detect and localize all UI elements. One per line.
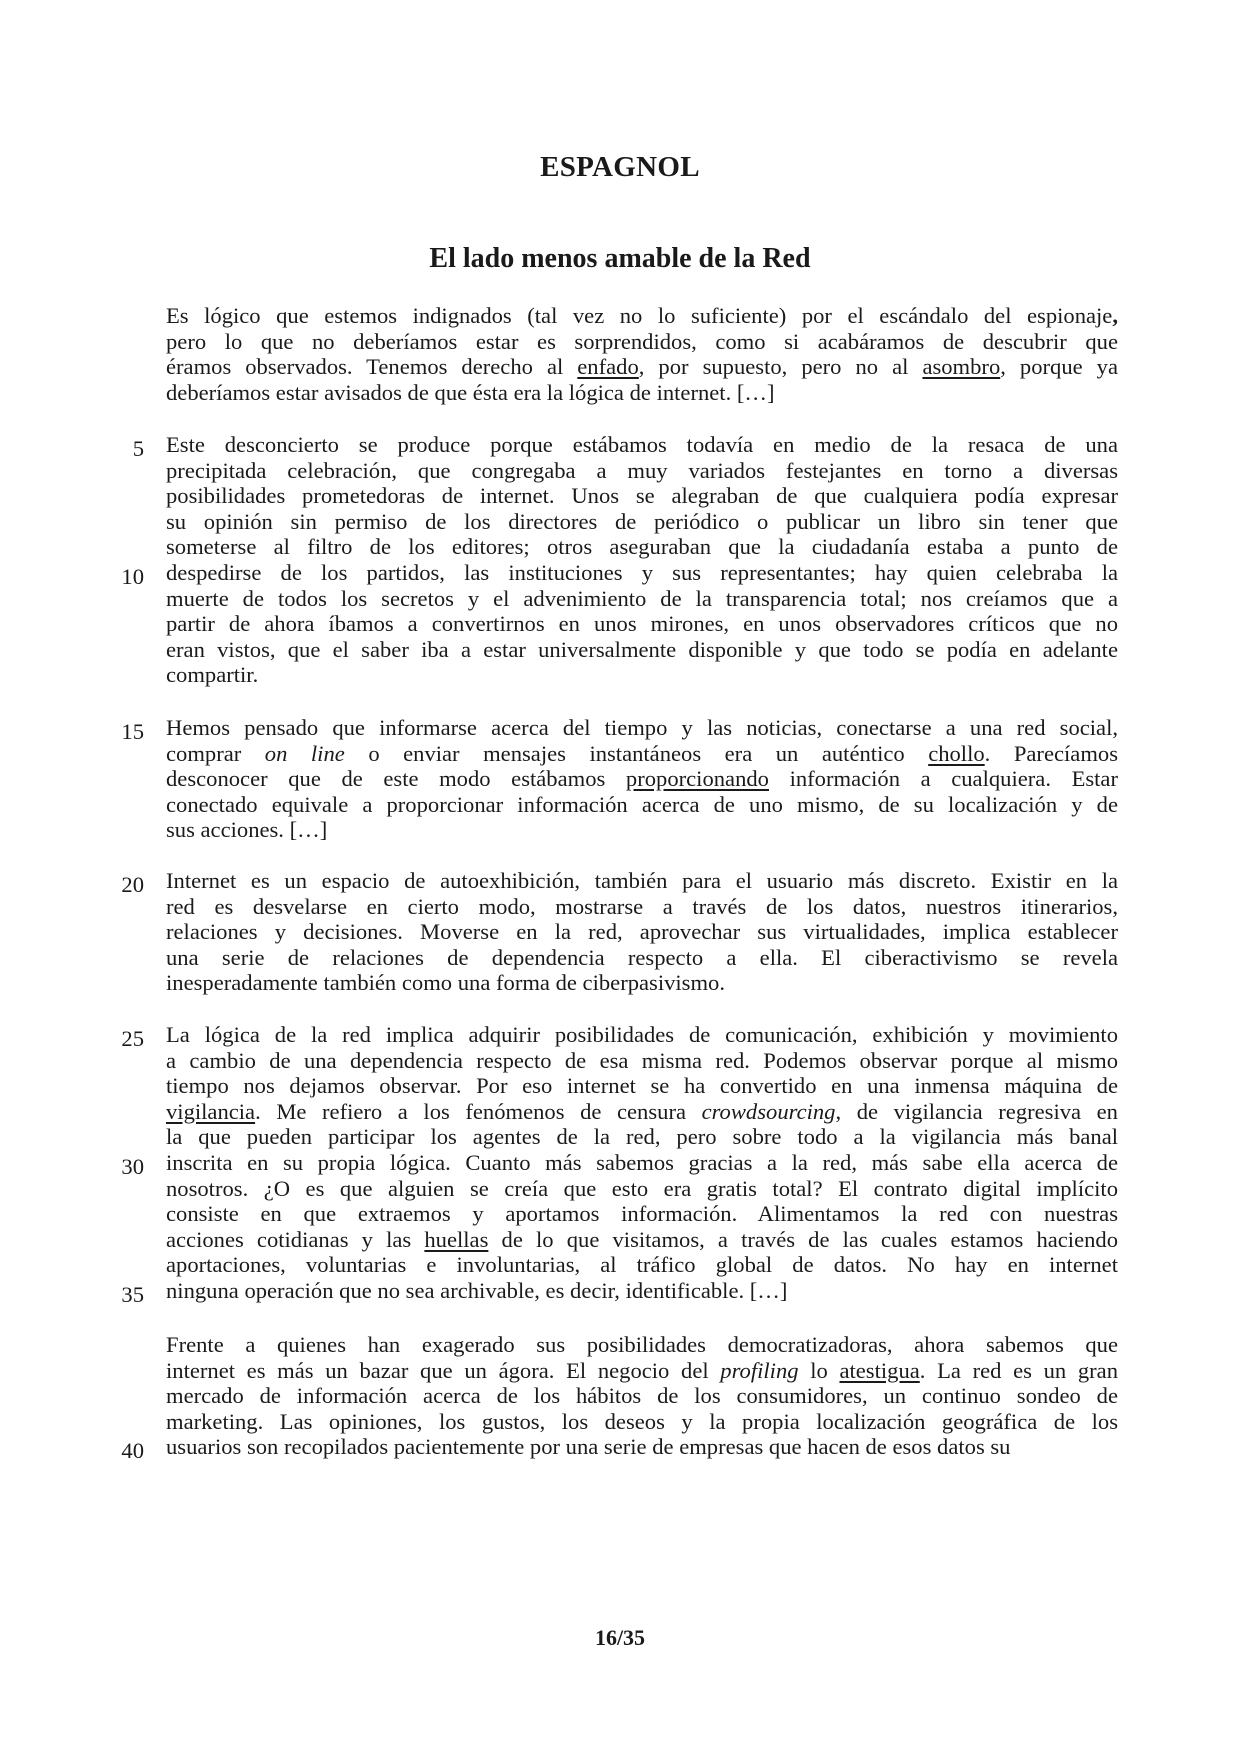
text-segment: la que pueden participar los agentes de la red, pero sobre todo a la vigilancia más banal	[166, 1124, 1118, 1150]
text-segment: su opinión sin permiso de los directores de periódico o publicar un libro sin tener que	[166, 508, 1118, 534]
text-segment: Este desconcierto se produce porque estábamos todavía en medio de la resaca de una	[166, 432, 1118, 457]
text-segment: pero lo que no deberíamos estar es sorprendidos, como si acabáramos de descubrir que	[166, 328, 1118, 354]
line-number: 25	[121, 1026, 144, 1051]
text-segment: comprar	[166, 740, 265, 766]
text-segment: . La red es un gran	[919, 1357, 1118, 1383]
line-number: 15	[121, 719, 144, 744]
text-segment: eran vistos, que el saber iba a estar universalmente disponible y que todo se podía en adelante	[166, 636, 1118, 662]
text-segment: Frente a quienes han exagerado sus posibilidades democratizadoras, ahora sabemos que	[166, 1332, 1118, 1357]
italic-term: crowdsourcing	[701, 1098, 836, 1124]
text-segment: La lógica de la red implica adquirir posibilidades de comunicación, exhibición y movimiento	[166, 1022, 1118, 1047]
text-segment: desconocer que de este modo estábamos	[166, 766, 626, 792]
underlined-word: atestigua	[839, 1357, 920, 1383]
italic-term: profiling	[720, 1357, 799, 1383]
text-segment: Internet es un espacio de autoexhibición, también para el usuario más discreto. Existir en la	[166, 868, 1118, 893]
line-number: 10	[121, 564, 144, 589]
text-segment: mercado de información acerca de los hábitos de los consumidores, un continuo sondeo de	[166, 1383, 1118, 1409]
underlined-word: vigilancia	[166, 1098, 256, 1124]
line-number: 5	[132, 436, 144, 461]
text-segment: información a cualquiera. Estar	[768, 766, 1118, 792]
text-segment: . Me refiero a los fenómenos de censura	[255, 1098, 702, 1124]
text-segment: , porque ya	[1000, 354, 1119, 380]
underlined-word: asombro	[922, 354, 1001, 380]
text-segment: compartir.	[166, 662, 259, 688]
text-line	[166, 378, 1118, 407]
text-segment: internet es más un bazar que un ágora. El negocio del	[166, 1357, 721, 1383]
text-segment: consiste en que extraemos y aportamos información. Alimentamos la red con nuestras	[166, 1201, 1118, 1227]
text-segment: tiempo nos dejamos observar. Por eso internet se ha convertido en una inmensa máquina de	[166, 1073, 1118, 1099]
text-segment: ,	[1112, 303, 1118, 328]
text-segment: usuarios son recopilados pacientemente por una serie de empresas que hacen de esos datos su	[166, 1434, 1011, 1460]
text-segment: partir de ahora íbamos a convertirnos en unos mirones, en unos observadores críticos que no	[166, 611, 1118, 637]
text-line	[166, 1432, 1118, 1461]
text-segment: conectado equivale a proporcionar información acerca de uno mismo, de su localización y de	[166, 791, 1118, 817]
line-number: 30	[121, 1154, 144, 1179]
text-segment: o enviar mensajes instantáneos era un auténtico	[344, 740, 929, 766]
underlined-word: enfado	[577, 354, 639, 380]
text-segment: inscrita en su propia lógica. Cuanto más sabemos gracias a la red, más sabe ella acerca de	[166, 1150, 1118, 1175]
line-number: 40	[121, 1438, 144, 1464]
underlined-word: huellas	[424, 1226, 489, 1252]
text-line	[166, 660, 1118, 689]
article-title: El lado menos amable de la Red	[429, 243, 811, 274]
line-number: 35	[121, 1282, 144, 1307]
text-segment: a cambio de una dependencia respecto de esa misma red. Podemos observar porque al mismo	[166, 1047, 1118, 1073]
line-number: 20	[121, 872, 144, 897]
text-segment: , de vigilancia regresiva en	[835, 1098, 1118, 1124]
italic-term: on line	[264, 740, 345, 766]
text-line	[166, 968, 1118, 997]
page-number: 16/35	[594, 1625, 646, 1650]
text-segment: lo	[798, 1357, 840, 1383]
subject-heading: ESPAGNOL	[540, 151, 700, 183]
text-segment: , por supuesto, pero no al	[638, 354, 923, 380]
text-segment: red es desvelarse en cierto modo, mostrarse a través de los datos, nuestros itinerarios,	[166, 893, 1118, 919]
text-segment: éramos observados. Tenemos derecho al	[166, 354, 578, 380]
text-segment: someterse al filtro de los editores; otros aseguraban que la ciudadanía estaba a punto de	[166, 534, 1118, 560]
text-segment: . Parecíamos	[984, 740, 1118, 766]
text-segment: sus acciones. […]	[166, 817, 328, 843]
text-line	[166, 815, 1118, 844]
text-segment: nosotros. ¿O es que alguien se creía que esto era gratis total? El contrato digital implícito	[166, 1175, 1118, 1201]
text-segment: Es lógico que estemos indignados (tal vez no lo suficiente) por el escándalo del espionaje	[166, 303, 1113, 328]
text-segment: acciones cotidianas y las	[166, 1226, 425, 1252]
text-segment: ninguna operación que no sea archivable, es decir, identificable. […]	[166, 1278, 788, 1303]
text-segment: inesperadamente también como una forma de ciberpasivismo.	[166, 970, 725, 996]
underlined-word: chollo	[928, 740, 985, 766]
text-segment: muerte de todos los secretos y el advenimiento de la transparencia total; nos creíamos que a	[166, 585, 1118, 611]
text-segment: marketing. Las opiniones, los gustos, los deseos y la propia localización geográfica de los	[166, 1408, 1118, 1434]
text-segment: despedirse de los partidos, las instituciones y sus representantes; hay quien celebraba la	[166, 560, 1118, 585]
text-segment: precipitada celebración, que congregaba a muy variados festejantes en torno a diversas	[166, 457, 1118, 483]
underlined-word: proporcionando	[625, 766, 769, 792]
text-segment: aportaciones, voluntarias e involuntarias, al tráfico global de datos. No hay en internet	[166, 1252, 1118, 1278]
text-segment: una serie de relaciones de dependencia respecto a ella. El ciberactivismo se revela	[166, 944, 1118, 970]
text-segment: deberíamos estar avisados de que ésta era la lógica de internet. […]	[166, 379, 775, 405]
text-line	[166, 1276, 1118, 1305]
text-segment: de lo que visitamos, a través de las cuales estamos haciendo	[488, 1226, 1118, 1252]
text-segment: posibilidades prometedoras de internet. Unos se alegraban de que cualquiera podía expresar	[166, 483, 1118, 509]
text-segment: Hemos pensado que informarse acerca del tiempo y las noticias, conectarse a una red social,	[166, 715, 1118, 740]
text-segment: relaciones y decisiones. Moverse en la red, aprovechar sus virtualidades, implica establecer	[166, 919, 1118, 945]
